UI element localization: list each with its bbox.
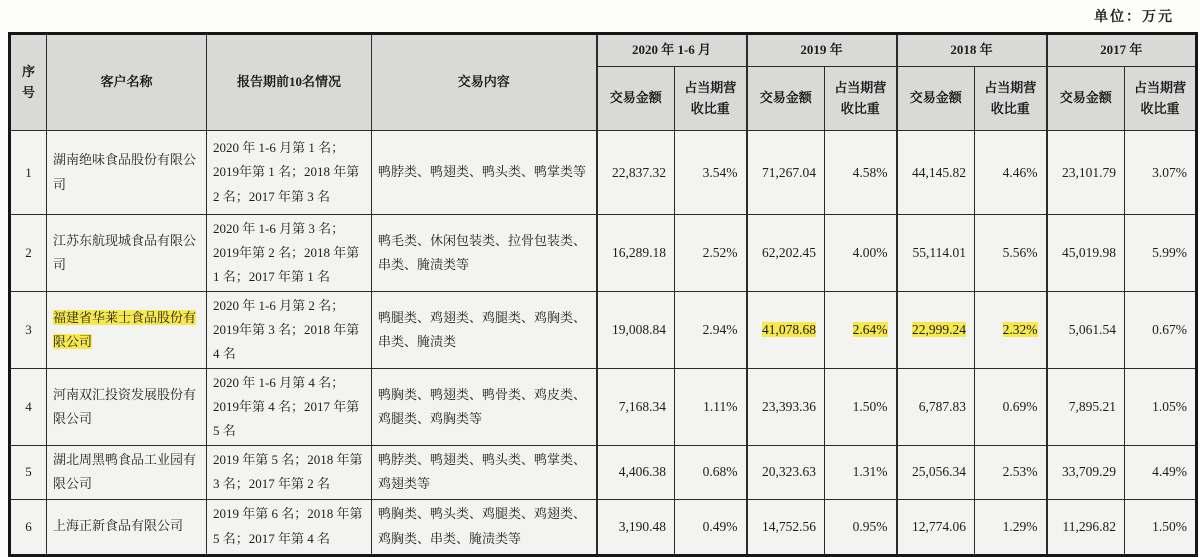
customer-transactions-table xyxy=(8,32,1198,557)
amount-2017: 45,019.98 xyxy=(1047,215,1125,292)
amount-2017: 23,101.79 xyxy=(1047,131,1125,215)
header-pct-2019: 占当期营收比重 xyxy=(825,67,897,131)
rank-history: 2020 年 1-6 月第 3 名；2019年第 2 名；2018 年第 1 名；2017 年第 1 名 xyxy=(207,215,372,292)
table-row xyxy=(10,215,1197,292)
pct-2019: 4.00% xyxy=(825,215,897,292)
pct-2019: 1.31% xyxy=(825,446,897,499)
row-number: 5 xyxy=(10,446,47,499)
amount-2018: 6,787.83 xyxy=(897,369,975,446)
amount-2018: 44,145.82 xyxy=(897,131,975,215)
customer-name: 江苏东航现城食品有限公司 xyxy=(47,215,207,292)
amount-2020h1: 4,406.38 xyxy=(597,446,675,499)
rank-history: 2020 年 1-6 月第 2 名；2019年第 3 名；2018 年第 4 名 xyxy=(207,292,372,369)
pct-2018: 2.53% xyxy=(975,446,1047,499)
amount-2020h1: 22,837.32 xyxy=(597,131,675,215)
header-period-row xyxy=(10,34,1197,67)
header-period-2019: 2019 年 xyxy=(747,34,897,67)
amount-2018 xyxy=(897,292,975,369)
pct-2017: 4.49% xyxy=(1125,446,1197,499)
customer-name xyxy=(47,292,207,369)
customer-name: 湖南绝味食品股份有限公司 xyxy=(47,131,207,215)
table-row xyxy=(10,369,1197,446)
rank-history: 2019 年第 5 名；2018 年第 3 名；2017 年第 2 名 xyxy=(207,446,372,499)
header-pct-2017: 占当期营收比重 xyxy=(1125,67,1197,131)
rank-history: 2020 年 1-6 月第 4 名；2019年第 4 名；2017 年第 5 名 xyxy=(207,369,372,446)
header-amount-2017: 交易金额 xyxy=(1047,67,1125,131)
header-period-2017: 2017 年 xyxy=(1047,34,1197,67)
amount-2019: 14,752.56 xyxy=(747,499,825,555)
pct-2018: 0.69% xyxy=(975,369,1047,446)
pct-2020h1: 1.11% xyxy=(675,369,747,446)
transaction-content: 鸭胸类、鸭翅类、鸭骨类、鸡皮类、鸡腿类、鸡胸类等 xyxy=(372,369,597,446)
header-period-2018: 2018 年 xyxy=(897,34,1047,67)
pct-2018 xyxy=(975,292,1047,369)
highlight-mark: 22,999.24 xyxy=(912,322,967,338)
pct-2020h1: 0.68% xyxy=(675,446,747,499)
header-customer-name: 客户名称 xyxy=(47,34,207,131)
table-row xyxy=(10,131,1197,215)
pct-2019 xyxy=(825,292,897,369)
row-number: 3 xyxy=(10,292,47,369)
pct-2019: 4.58% xyxy=(825,131,897,215)
pct-2019: 0.95% xyxy=(825,499,897,555)
unit-label: 单位：万元 xyxy=(1094,10,1174,25)
customer-name: 湖北周黑鸭食品工业园有限公司 xyxy=(47,446,207,499)
transaction-content: 鸭胸类、鸭头类、鸡腿类、鸡翅类、鸡胸类、串类、腌渍类等 xyxy=(372,499,597,555)
amount-2020h1: 19,008.84 xyxy=(597,292,675,369)
header-amount-2018: 交易金额 xyxy=(897,67,975,131)
pct-2019: 1.50% xyxy=(825,369,897,446)
table-body xyxy=(10,131,1197,556)
table-row xyxy=(10,446,1197,499)
header-pct-2020h1: 占当期营收比重 xyxy=(675,67,747,131)
pct-2017: 1.05% xyxy=(1125,369,1197,446)
transaction-content: 鸭脖类、鸭翅类、鸭头类、鸭掌类、鸡翅类等 xyxy=(372,446,597,499)
pct-2017: 5.99% xyxy=(1125,215,1197,292)
amount-2019 xyxy=(747,292,825,369)
header-amount-2019: 交易金额 xyxy=(747,67,825,131)
row-number: 1 xyxy=(10,131,47,215)
pct-2018: 4.46% xyxy=(975,131,1047,215)
pct-2020h1: 0.49% xyxy=(675,499,747,555)
rank-history: 2020 年 1-6 月第 1 名；2019年第 1 名；2018 年第 2 名；2017 年第 3 名 xyxy=(207,131,372,215)
table-row-highlighted xyxy=(10,292,1197,369)
pct-2020h1: 3.54% xyxy=(675,131,747,215)
header-rank: 报告期前10名情况 xyxy=(207,34,372,131)
amount-2019: 23,393.36 xyxy=(747,369,825,446)
table-row xyxy=(10,499,1197,555)
rank-history: 2019 年第 6 名；2018 年第 5 名；2017 年第 4 名 xyxy=(207,499,372,555)
header-pct-2018: 占当期营收比重 xyxy=(975,67,1047,131)
pct-2020h1: 2.52% xyxy=(675,215,747,292)
header-period-2020h1: 2020 年 1-6 月 xyxy=(597,34,747,67)
table-header xyxy=(10,34,1197,131)
pct-2018: 1.29% xyxy=(975,499,1047,555)
amount-2019: 20,323.63 xyxy=(747,446,825,499)
amount-2019: 71,267.04 xyxy=(747,131,825,215)
pct-2018: 5.56% xyxy=(975,215,1047,292)
amount-2019: 62,202.45 xyxy=(747,215,825,292)
row-number: 4 xyxy=(10,369,47,446)
amount-2018: 25,056.34 xyxy=(897,446,975,499)
pct-2017: 3.07% xyxy=(1125,131,1197,215)
pct-2017: 0.67% xyxy=(1125,292,1197,369)
row-number: 6 xyxy=(10,499,47,555)
amount-2017: 11,296.82 xyxy=(1047,499,1125,555)
highlight-mark: 2.64% xyxy=(852,322,888,338)
pct-2017: 1.50% xyxy=(1125,499,1197,555)
amount-2018: 12,774.06 xyxy=(897,499,975,555)
amount-2017: 33,709.29 xyxy=(1047,446,1125,499)
transaction-content: 鸭脖类、鸭翅类、鸭头类、鸭掌类等 xyxy=(372,131,597,215)
row-number: 2 xyxy=(10,215,47,292)
header-content: 交易内容 xyxy=(372,34,597,131)
customer-name: 河南双汇投资发展股份有限公司 xyxy=(47,369,207,446)
amount-2017: 7,895.21 xyxy=(1047,369,1125,446)
pct-2020h1: 2.94% xyxy=(675,292,747,369)
customer-name: 上海正新食品有限公司 xyxy=(47,499,207,555)
highlight-mark: 福建省华莱士食品股份有限公司 xyxy=(53,310,197,350)
transaction-content: 鸭腿类、鸡翅类、鸡腿类、鸡胸类、串类、腌渍类 xyxy=(372,292,597,369)
amount-2018: 55,114.01 xyxy=(897,215,975,292)
highlight-mark: 2.32% xyxy=(1002,322,1038,338)
header-amount-2020h1: 交易金额 xyxy=(597,67,675,131)
highlight-mark: 41,078.68 xyxy=(762,322,816,338)
header-no: 序号 xyxy=(10,34,47,131)
amount-2020h1: 16,289.18 xyxy=(597,215,675,292)
amount-2017: 5,061.54 xyxy=(1047,292,1125,369)
amount-2020h1: 3,190.48 xyxy=(597,499,675,555)
amount-2020h1: 7,168.34 xyxy=(597,369,675,446)
transaction-content: 鸭毛类、休闲包装类、拉骨包装类、串类、腌渍类等 xyxy=(372,215,597,292)
